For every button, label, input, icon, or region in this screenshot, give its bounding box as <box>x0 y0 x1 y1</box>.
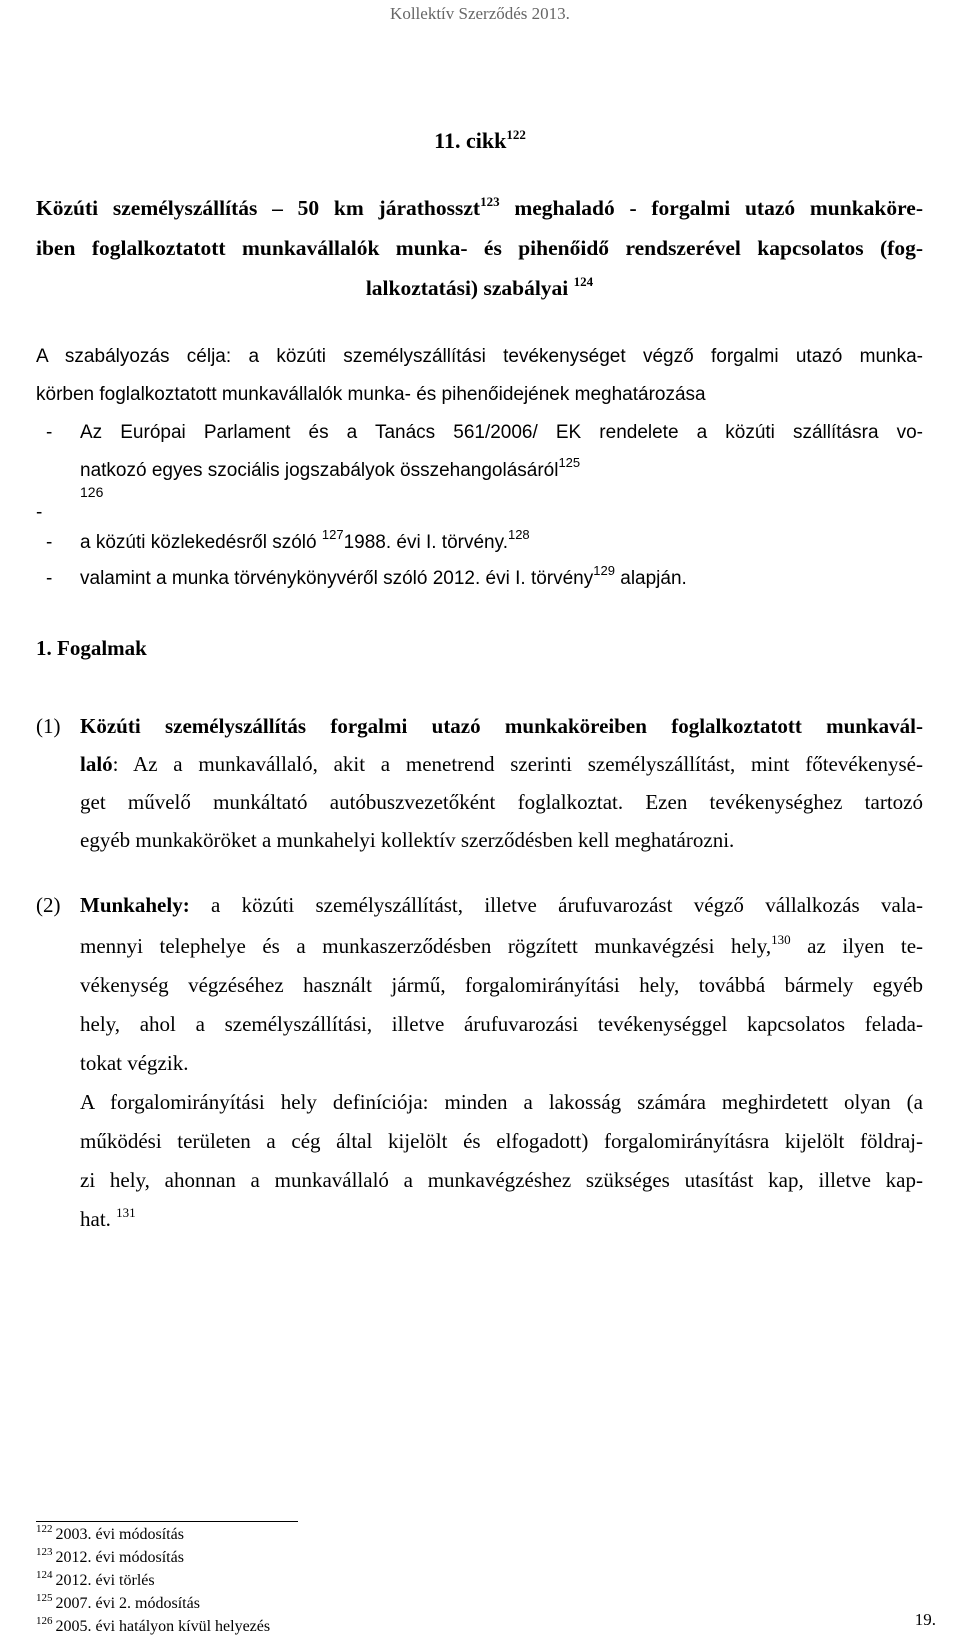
bullet-text: alapján. <box>614 568 687 589</box>
footnote-ref: 124 <box>573 274 594 289</box>
paragraph-number: (1) <box>36 714 61 738</box>
footnote-item <box>36 1569 155 1590</box>
heading-line-1 <box>36 196 923 221</box>
footnote-ref: 129 <box>593 563 615 578</box>
section-title: 1. Fogalmak <box>36 636 147 660</box>
footnote-ref: 126 <box>80 484 104 500</box>
p1-line-1: Közúti személyszállítás forgalmi utazó munkaköreiben foglalkoztatott munkavál- <box>80 714 923 738</box>
footnote-ref: 127 <box>321 527 344 542</box>
footnote-ref: 128 <box>507 527 530 542</box>
footnote-item <box>36 1546 184 1567</box>
footnote-text: 2012. évi törlés <box>55 1572 155 1589</box>
paragraph-text: az ilyen te- <box>790 934 924 958</box>
bullet-dash: - <box>46 532 53 553</box>
p2-line-8: zi hely, ahonnan a munkavállaló a munkavégzéshez szükséges utasítást kap, illetve kap- <box>80 1168 923 1192</box>
bullet-dash: - <box>36 502 43 523</box>
footnote-ref: 125 <box>558 455 581 470</box>
p2-line-4: hely, ahol a személyszállítási, illetve árufuvarozási tevékenységgel kapcsolatos felada- <box>80 1012 923 1036</box>
p1-line-3: get művelő munkáltató autóbuszvezetőként foglalkoztat. Ezen tevékenységhez tartozó <box>80 790 923 814</box>
bullet-1-line-1: Az Európai Parlament és a Tanács 561/2006/ EK rendelete a közúti szállításra vo- <box>80 422 923 443</box>
p2-line-9 <box>80 1207 136 1232</box>
purpose-line-2: körben foglalkoztatott munkavállalók munka- és pihenőidejének meghatározása <box>36 384 706 405</box>
p2-line-5: tokat végzik. <box>80 1051 189 1075</box>
heading-text: lalkoztatási) szabályai <box>365 276 569 300</box>
footnote-number: 123 <box>36 1546 53 1558</box>
article-title <box>0 128 960 154</box>
bullet-text: 1988. évi I. törvény. <box>343 532 508 553</box>
page-number: 19. <box>914 1610 936 1629</box>
footnote-ref: 131 <box>116 1205 136 1220</box>
footnote-item <box>36 1523 184 1544</box>
footnote-item <box>36 1615 271 1636</box>
footnote-ref: 123 <box>480 194 500 209</box>
p1-line-4: egyéb munkaköröket a munkahelyi kollektív szerződésben kell meghatározni. <box>80 828 735 852</box>
defined-term: Munkahely: <box>80 893 190 917</box>
heading-text: Közúti személyszállítás – 50 km járathosszt <box>36 196 481 220</box>
footnote-ref: 122 <box>506 127 526 142</box>
footnote-text: 2012. évi módosítás <box>55 1549 184 1566</box>
bullet-dash: - <box>46 568 53 589</box>
bullet-text: natkozó egyes szociális jogszabályok összehangolásáról <box>80 460 559 481</box>
purpose-line-1: A szabályozás célja: a közúti személyszállítási tevékenységet végző forgalmi utazó munka- <box>36 346 923 367</box>
footnote-number: 125 <box>36 1592 53 1604</box>
bullet-4 <box>80 563 687 590</box>
p2-line-6: A forgalomirányítási hely definíciója: minden a lakosság számára meghirdetett olyan (a <box>80 1090 923 1114</box>
p2-line-1 <box>80 893 923 918</box>
p1-line-2 <box>80 752 923 777</box>
footnote-number: 122 <box>36 1523 53 1535</box>
bullet-dash: - <box>46 422 53 443</box>
footnote-number: 126 <box>36 1615 53 1627</box>
paragraph-text: mennyi telephelye és a munkaszerződésben rögzített munkavégzési hely, <box>80 934 772 958</box>
footnote-number: 124 <box>36 1569 53 1581</box>
bullet-1-line-2 <box>80 455 581 482</box>
bullet-text: valamint a munka törvénykönyvéről szóló 2012. évi I. törvény <box>80 568 594 589</box>
running-header: Kollektív Szerződés 2013. <box>390 4 570 23</box>
heading-line-3 <box>36 276 923 301</box>
paragraph-text: hat. <box>80 1207 111 1231</box>
p2-line-7: működési területen a cég által kijelölt és elfogadott) forgalomirányításra kijelölt földraj- <box>80 1129 923 1153</box>
bullet-3 <box>80 527 530 554</box>
bullet-text: a közúti közlekedésről szóló <box>80 532 317 553</box>
footnote-ref: 130 <box>771 932 791 947</box>
footnote-separator <box>36 1521 298 1522</box>
footnote-text: 2005. évi hatályon kívül helyezés <box>55 1618 271 1635</box>
footnote-text: 2003. évi módosítás <box>55 1526 184 1543</box>
paragraph-text: a közúti személyszállítást, illetve árufuvarozást végző vállalkozás vala- <box>189 893 923 917</box>
article-title-text: 11. cikk <box>434 128 507 153</box>
p2-line-2 <box>80 934 923 959</box>
heading-text: meghaladó - forgalmi utazó munkaköre- <box>499 196 923 220</box>
footnote-text: 2007. évi 2. módosítás <box>55 1595 200 1612</box>
defined-term: laló <box>80 752 113 776</box>
heading-line-2: iben foglalkoztatott munkavállalók munka- és pihenőidő rendszerével kapcsolatos (fog- <box>36 236 923 260</box>
paragraph-text: : Az a munkavállaló, akit a menetrend szerinti személyszállítást, mint főtevékenysé- <box>112 752 923 776</box>
paragraph-number: (2) <box>36 893 61 917</box>
footnote-item <box>36 1592 200 1613</box>
p2-line-3: vékenység végzéséhez használt jármű, forgalomirányítási hely, továbbá bármely egyéb <box>80 973 923 997</box>
